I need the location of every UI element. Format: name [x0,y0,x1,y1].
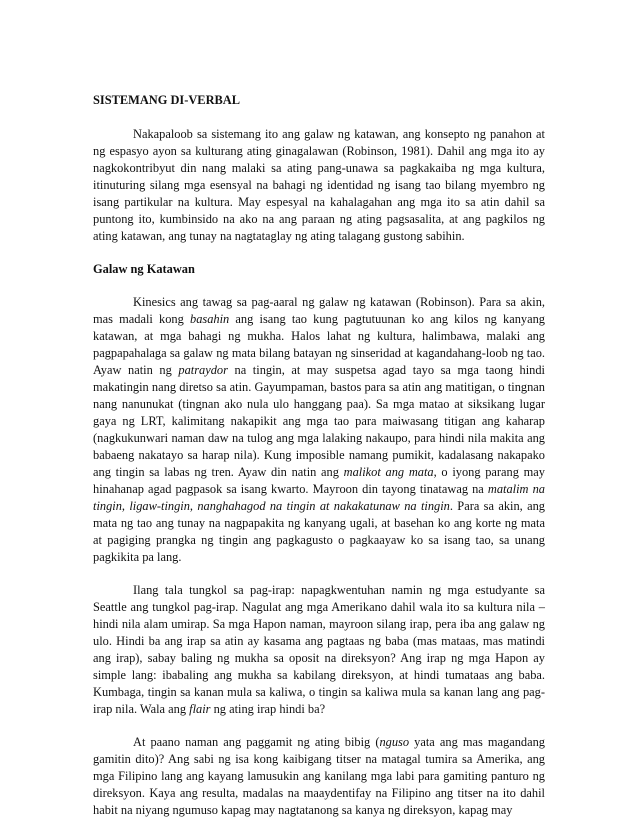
paragraph-text: na tingin, at may suspetsa agad tayo sa mga taong hindi makatingin nang diretso sa atin. Gayumpaman, bastos para sa atin ang matitigan, o tingnan nang nanunukat (tingnan ako nula ulo hanggang paa). Sa mga matao at siksikang lugar gaya ng LRT, kalimitang nakapikit ang mga tao para maiwasang titigan ang kaharap (nagkukunwari naman daw na tulog ang mga lalaking nakaupo, para hindi nila makita ang babaeng nakatayo sa harap nila). Kung imposible namang pumikit, kadalasang nakapako ang tingin sa labas ng tren. Ayaw din natin ang [93,363,545,479]
irap-paragraph [93,582,545,718]
kinesics-paragraph [93,294,545,566]
document-title: SISTEMANG DI-VERBAL [93,93,240,107]
italic-term: matalim na tingin, ligaw-tingin, nanghahagod na tingin at nakakatunaw na tingin [93,482,545,513]
section-heading: Galaw ng Katawan [93,262,195,276]
paragraph-text: Ilang tala tungkol sa pag-irap: napagkwentuhan namin ng mga estudyante sa Seattle ang tungkol pag-irap. Nagulat ang mga Amerikano dahil wala ito sa kultura nila – hindi nila alam umirap. Sa mga Hapon naman, mayroon silang irap, pera iba ang galaw ng ulo. Hindi ba ang irap sa atin ay kasama ang pagtaas ng baba (mas mataas, mas matindi ang irap), sabay baling ng mukha sa oposit na direksyon? Ang irap ng mga Hapon ay simple lang: ibabaling ang mukha sa kabilang direksyon, at hindi tumataas ang baba. Kumbaga, tingin sa kanan mula sa kaliwa, o tingin sa kaliwa mula sa kanan lang ang pag-irap nila. Wala ang [93,583,545,716]
paragraph-text: ng ating irap hindi ba? [210,702,326,716]
italic-term: basahin [190,312,230,326]
spacer [93,718,545,734]
spacer [93,109,545,126]
nguso-paragraph [93,734,545,819]
paragraph-text: yata ang mas magandang gamitin dito)? Ang sabi ng isa kong kaibigang titser na matagal tumira sa Amerika, ang mga Filipino lang ang kayang lamusukin ang kanilang mga labi para gamiting panturo ng direksyon. Kaya ang resulta, madalas na maaydentifay na Filipino ang titser na ito dahil habit na niyang ngumuso kapag may nagtatanong sa kanya ng direksyon, kapag may [93,735,546,817]
paragraph-text: ang isang tao kung pagtutuunan ko ang kilos ng kanyang katawan, at mga bahagi ng mukha. Halos lahat ng kultura, halimbawa, malaki ang pagpapahalaga sa galaw ng mata bilang batayan ng sinseridad at kagandahang-loob ng tao. Ayaw natin ng [93,312,545,377]
paragraph-text: At paano naman ang paggamit ng ating bibig ( [133,735,380,749]
spacer [93,566,545,582]
paragraph-text: . Para sa akin, ang mata ng tao ang tunay na nagpapakita ng kanyang ugali, at basehan ko ang korte ng mata at pagiging prangka ng tingin ang pagkagusto o pagkaayaw ko sa isang tao, sa unang pagkikita pa lang. [93,499,545,564]
paragraph-text: Kinesics ang tawag sa pag-aaral ng galaw ng katawan (Robinson). Para sa akin, mas madali kong [93,295,545,326]
document-body [93,92,545,819]
italic-term: patraydor [178,363,228,377]
italic-term: nguso [379,735,410,749]
spacer [93,278,545,294]
spacer [93,245,545,261]
paragraph-text: , o iyong parang may hinahanap agad pagpasok sa isang kwarto. Mayroon din tayong tinatawag na [93,465,545,496]
intro-paragraph: Nakapaloob sa sistemang ito ang galaw ng katawan, ang konsepto ng panahon at ng espasyo ayon sa kulturang ating ginagalawan (Robinson, 1981). Dahil ang mga ito ay nagkokontribyut din nang malaki sa ating pang-unawa sa pagkakaiba ng mga kultura, itinuturing silang mga esensyal na bahagi ng identidad ng isang tao bilang myembro ng isang partikular na kultura. May espesyal na kahalagahan ang mga ito sa atin dahil sa puntong ito, kumbinsido na ako na ang paraan ng ating pagsasalita, at ang pagkilos ng ating katawan, ang tunay na nagtataglay ng ating talagang gustong sabihin. [93,127,545,243]
italic-term: malikot ang mata [343,465,434,479]
italic-term: flair [189,702,211,716]
